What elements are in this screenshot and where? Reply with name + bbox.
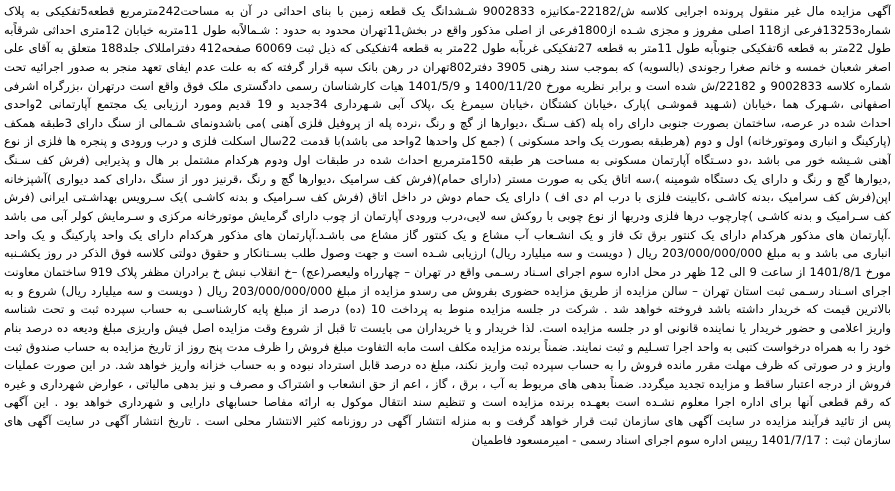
notice-line-4: اصغر شعبان خمسه و خانم صغرا رجوندی (بالسویه) که بموجب سند رهنی 3905 دفتر802تهران در رهن بانک سپه قرار گرفته که به علت عدم ایفای تعهد منجر به صدور اجرائیه تحت (4, 59, 891, 74)
notice-line-18: واریز اعلامی و حضور خریدار یا نماینده قانونی او در جلسه مزایده است. لذا خریدار و یا خریداران می بایست تا قبل از شروع وقت مزایده اصل فیش واریزی مبلغ ودیعه ده درصد بنام (4, 320, 891, 335)
notice-line-6: اصفهانی ،شـهرک هما ،خیابان (شـهید قموشـی )پارک ،خیابان کشتگان ،خیابان سیمرغ یک ،پلاک آبی شـهرداری 34جدید و 19 قدیم ومورد ارزیابی یک مجتمع آپارتمانی 2واحدی (4, 97, 891, 112)
notice-line-9: آهنی شـیشه خور می باشد ،دو دسـتگاه آپارتمان مسکونی به مساحت هر طبقه 150مترمربع احداث شده در طبقات اول ودوم هرکدام مشتمل بر هال و پذیرایی (فرش کف سـنگ (4, 153, 891, 168)
notice-line-14: انباری می باشد و به مبلغ 203/000/000/000 ریال ( دویست و سه میلیارد ریال) ارزیابی شـده است و جهت وصول طلب بسـتانکار و حقوق دولتی کلاسه فوق الذکر در روز یکشـنبه (4, 246, 891, 261)
notice-line-23: پس از تائید فرآیند مزایده در سایت آگهی های سازمان ثبت قرار خواهد گرفت و به منزله انتشار آگهی در روزنامه کثیر الانتشار محلی است . تاریخ انتشار آگهی در سایت آگهی های (4, 414, 891, 429)
notice-line-12: کف سـرامیک و بدنه کاشـی )چارچوب درها فلزی ودربها از نوع چوبی با روکش سه لایی،درب ورودی آپارتمان از چوب دارای گرمایش موتورخانه مرکزی و سـرمایش کولر آبی می باشد (4, 209, 891, 224)
notice-line-20: واریز و در صورتی که ظرف مهلت مقرر مانده فروش را به حساب سپرده ثبت واریز نکند، مبلغ ده درصد قابل استرداد نبوده و به حساب خزانه واریز خواهد شد. در این صورت عملیات (4, 358, 891, 373)
notice-line-21: فروش از درجه اعتبار ساقط و مزایده تجدید میگردد. ضمناً بدهی های مربوط به آب ، برق ، گاز ، اعم از حق انشعاب و اشتراک و مصرف و نیز بدهی مالیاتی ، عوارض شهرداری و غیره (4, 376, 891, 391)
notice-line-7: احداث شده در عرصه، ساختمان بصورت جنوبی دارای راه پله (کف سـنگ ،دیوارها از گچ و رنگ ،نرده پله از پروفیل فلزی آهنی )می باشدونمای شـمالی از سنگ دارای 3طبقه همکف (4, 115, 891, 130)
notice-line-22: که رقم قطعی آنها برای اداره اجرا معلوم نشـده است بعهـده برنده مزایده است و تنظیم سند انتقال موکول به ارائه مفاصا حسابهای دارایی و شهرداری خواهد بود . این آگهی (4, 395, 891, 410)
notice-line-8: (پارکینگ و انباری وموتورخانه) اول و دوم (هرطبقه بصورت یک واحد مسکونی ) (جمع کل واحدها 2واحد می باشد)با قدمت 22سال اسکلت فلزی و درب ورودی و پنجره ها فلزی از نوع (4, 134, 891, 149)
notice-line-19: خود را به همراه درخواست کتبی به واحد اجرا تسـلیم و ثبت نمایند. ضمناً برنده مزایده مکلف است مابه التفاوت مبلغ فروش را ظرف مدت پنج روز از تاریخ مزایده به حساب صندوق ثبت (4, 339, 891, 354)
notice-line-13: .آپارتمان های مذکور هرکدام دارای یک کنتور برق تک فاز و یک انشـعاب آب مشاع و یک کنتور گاز مشاع می باشـد.آپارتمان های مذکور هرکدام دارای یک واحد پارکینگ و یک واحد (4, 227, 891, 242)
notice-line-16: اجرای اسـناد رسـمی ثبت استان تهران – سالن مزایده از طریق مزایده حضوری بفروش می رسدو مزایده از مبلغ 203/000/000/000 ریال ( دویست و سه میلیارد ریال) شروع و به (4, 283, 891, 298)
notice-line-1: آگهی مزایده مال غیر منقول پرونده اجرایی کلاسه ش/22182-مکانیزه 9002833 شـشدانگ یک قطعه زمین با بنای احداثی در آن به مساحت242مترمربع قطعه5تفکیکی به پلاک (4, 4, 891, 18)
auction-notice-text (4, 2, 891, 489)
notice-line-24: سازمان ثبت : 1401/7/17 رییس اداره سوم اجرای اسناد رسمی - امیرمسعود فاطمیان (471, 432, 891, 447)
notice-line-11: اپن(فرش کف سرامیک ،بدنه کاشـی ،کابینت فلزی با درب ام دی اف ) دارای یک حمام دوش در داخل اتاق (فرش کف سـرامیک و بدنه کاشـی )یک سـرویس بهداشـتی ایرانی (فرش (4, 190, 891, 205)
notice-line-2: شماره13253فرعی از118 اصلی مفروز و مجزی شـده از1800فرعی از اصلی مذکور واقع در بخش11تهران محدود به حدود : شـمالاًبه طول 11متربه خیابان 12متری احداثی شرقاًبه (4, 22, 891, 37)
notice-line-10: ,دیوارها گچ و رنگ و دارای یک دستگاه شومینه )،سه اتاق یکی به صورت مستر (دارای حمام)(فرش کف سرامیک ،دیوارها گچ و رنگ ،قرنیز دور از سنگ ،دارای کمد دیواری )آشپزخانه (4, 171, 891, 186)
notice-line-17: بالاترین قیمت که خریدار داشته باشد فروخته خواهد شد . شرکت در جلسه مزایده منوط به پرداخت 10 (ده) درصد از مبلغ پایه کارشناسـی به حساب سپرده ثبت و تحت شناسه (4, 302, 891, 317)
notice-line-3: طول 22متر به قطعه 6تفکیکی جنوباًبه طول 11متر به قطعه 27تفکیکی غرباًبه طول 22متر به قطعه 4تفکیکی که ذیل ثبت 60069 صفحه412 دفترامللاک جلد188 متعلق به آقای علی (4, 41, 891, 56)
notice-line-15: مورخ 1401/8/1 از ساعت 9 الی 12 ظهر در محل اداره سوم اجرای اسـناد رسـمی واقع در تهران – چهارراه ولیعصر(عج) –خ انقلاب نبش خ برادران مظفر پلاک 919 ساختمان معاونت (4, 264, 891, 279)
notice-line-5: شماره کلاسه 9002833 و 22182/ش شده است و برابر نظریه مورخ 1400/11/20 و 1401/5/9 هیات کارشناسان رسمی دادگستری ملک فوق واقع است درتهران ،بزرگراه اشرفی (4, 78, 891, 93)
